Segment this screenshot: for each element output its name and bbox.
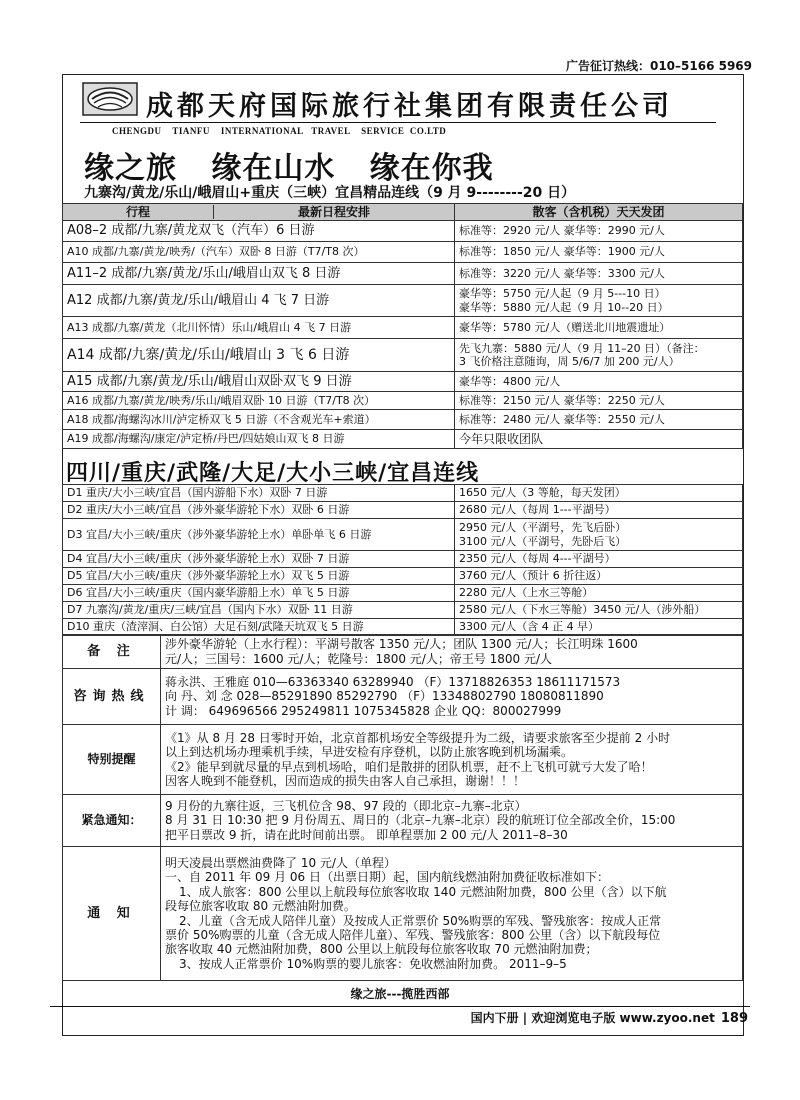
price-line: 豪华等：5880 元/人起（9 月 10--20 日）	[459, 300, 669, 314]
table-row	[63, 519, 743, 551]
remarks-row	[63, 635, 743, 669]
header-schedule: 最新日程安排	[297, 204, 370, 219]
price-line: 3100 元/人（平湖号，先卧后飞）	[459, 534, 627, 548]
price-line: 豪华等：4800 元/人	[459, 374, 561, 388]
table-header-row	[63, 204, 743, 221]
table-row	[63, 392, 743, 410]
header-route: 行程	[63, 205, 214, 219]
table-row	[63, 485, 743, 502]
special-label: 特别提醒	[63, 725, 161, 795]
urgent-line: 8 月 31 日 10:30 把 9 月份周五、周日的（北京–九寨–北京）段的航班订位全部改全价，15:00	[165, 813, 676, 828]
section-title: 四川/重庆/武隆/大足/大小三峡/宜昌连线	[66, 461, 480, 486]
price-line: 先飞九寨：5880 元/人（9 月 11–20 日）（备注：	[459, 341, 705, 355]
notice-line: 一、自 2011 年 09 月 06 日（出票日期）起，国内航线燃油附加费征收标准如下：	[165, 870, 609, 885]
notice-line: 2、儿童（含无成人陪伴儿童）及按成人正常票价 50%购票的军残、警残旅客：按成人正常	[179, 913, 662, 928]
price-line: 标准等：2150 元/人 豪华等：2250 元/人	[459, 393, 665, 407]
company-logo-icon	[82, 82, 138, 116]
route-cell: D5 宜昌/大小三峡/重庆（涉外豪华游轮上水）双飞 5 日游	[63, 568, 455, 585]
route-cell: A15 成都/九寨/黄龙/乐山/峨眉山双卧双飞 9 日游	[63, 372, 455, 392]
price-line: 3 飞价格注意随询，周 5/6/7 加 200 元/人）	[459, 355, 680, 368]
table-row	[63, 242, 743, 263]
hotline-line: 蒋永洪、王雅庭 010—63363340 63289940 （F）13718826353 18611171573	[165, 674, 621, 689]
price-line: 2280 元/人（上水三等舱）	[455, 585, 743, 602]
company-name: 成都天府国际旅行社集团有限责任公司	[146, 91, 673, 122]
special-row	[63, 725, 743, 795]
price-line: 2580 元/人（下水三等舱）3450 元/人（涉外船）	[455, 602, 743, 619]
route-cell: A13 成都/九寨/黄龙（北川怀情）乐山/峨眉山 4 飞 7 日游	[63, 317, 455, 339]
route-cell: D2 重庆/大小三峡/宜昌（涉外豪华游轮下水）双卧 6 日游	[63, 502, 455, 519]
price-line: 标准等：1850 元/人 豪华等：1900 元/人	[459, 245, 665, 259]
table-row	[63, 410, 743, 430]
notice-line: 3、按成人正常票价 10%购票的婴儿旅客：免收燃油附加费。 2011–9–5	[179, 956, 567, 971]
remarks-label: 备 注	[63, 635, 161, 669]
divider	[80, 122, 716, 123]
route-cell: D10 重庆（渣滓洞、白公馆）大足石刻/武隆天坑双飞 5 日游	[63, 619, 455, 636]
hotline-label: 咨询热线	[63, 669, 161, 725]
route-cell: A12 成都/九寨/黄龙/乐山/峨眉山 4 飞 7 日游	[63, 285, 455, 317]
notice-line: 旅客收取 40 元燃油附加费，800 公里以上航段每位旅客收取 70 元燃油附加费；	[165, 942, 598, 957]
notice-line: 1、成人旅客：800 公里以上航段每位旅客收取 140 元燃油附加费，800 公里（含）以下航	[179, 884, 667, 899]
table-row	[63, 263, 743, 285]
table-row	[63, 602, 743, 619]
urgent-line: 把平日票改 9 折，请在此时间前出票。 即单程票加 2 00 元/人 2011–8–30	[165, 827, 568, 842]
footer-text: 国内下册 | 欢迎浏览电子版 www.zyoo.net	[470, 1011, 715, 1025]
special-line: 《2》能早到就尽量的早点到机场哈，咱们是散拼的团队机票，赶不上飞机可就亏大发了哈！	[165, 759, 653, 774]
price-line: 2680 元/人（每周 1---平湖号）	[455, 502, 743, 519]
table-row	[63, 502, 743, 519]
company-name-en: CHENGDU TIANFU INTERNATIONAL TRAVEL SERVICE CO.LTD	[112, 126, 447, 136]
special-line: 因客人晚到不能登机，因而造成的损失由客人自己承担，谢谢！！！	[165, 773, 526, 788]
route-cell: A16 成都/九寨/黄龙/映秀/乐山/峨眉双卧 10 日游（T7/T8 次）	[63, 392, 455, 410]
table-row	[63, 568, 743, 585]
ad-hotline: 广告征订热线：010–5166 5969	[565, 59, 752, 73]
urgent-row	[63, 795, 743, 847]
route-cell: A08–2 成都/九寨/黄龙双飞（汽车）6 日游	[63, 221, 455, 242]
header-price: 散客（含机税）天天发团	[455, 204, 743, 221]
route-cell: D3 宜昌/大小三峡/重庆（涉外豪华游轮上水）单卧单飞 6 日游	[63, 519, 455, 551]
price-line: 2350 元/人（每周 4---平湖号）	[455, 551, 743, 568]
price-line: 豪华等：5750 元/人起（9 月 5---10 日）	[459, 287, 666, 301]
table-row	[63, 285, 743, 317]
price-line: 3300 元/人（含 4 正 4 早）	[455, 619, 743, 636]
urgent-line: 9 月份的九寨往返，三飞机位含 98、97 段的（即北京–九寨–北京）	[165, 798, 527, 813]
price-line: 1650 元/人（3 等舱，每天发团）	[455, 485, 743, 502]
tour-table-b	[62, 484, 743, 636]
price-line: 2950 元/人（平湖号，先飞后卧）	[459, 521, 627, 535]
route-cell: A18 成都/海螺沟冰川/泸定桥双飞 5 日游（不含观光车+索道）	[63, 410, 455, 430]
hotline-line: 计 调： 649696566 295249811 1075345828 企业 QQ：800027999	[165, 703, 562, 718]
table-row	[63, 221, 743, 242]
remarks-line: 涉外豪华游轮（上水行程）：平湖号散客 1350 元/人；团队 1300 元/人；长江明珠 1600	[165, 637, 638, 652]
route-cell: A10 成都/九寨/黄龙/映秀/（汽车）双卧 8 日游（T7/T8 次）	[63, 242, 455, 263]
price-line: 标准等：2920 元/人 豪华等：2990 元/人	[459, 224, 665, 238]
price-line: 3760 元/人（预计 6 折往返）	[455, 568, 743, 585]
footer-slogan: 缘之旅---揽胜西部	[350, 987, 450, 1001]
route-subtitle: 九寨沟/黄龙/乐山/峨眉山+重庆（三峡）宜昌精品连线（9 月 9--------20 日）	[84, 185, 576, 201]
table-row	[63, 317, 743, 339]
price-line: 标准等：2480 元/人 豪华等：2550 元/人	[459, 412, 665, 426]
table-row	[63, 585, 743, 602]
notice-line: 票价 50%购票的儿童（含无成人陪伴儿童）、军残、警残旅客：800 公里（含）以下航段每位	[165, 927, 661, 942]
slogan-banner: 缘之旅 缘在山水 缘在你我	[84, 151, 494, 186]
table-row	[63, 551, 743, 568]
remarks-line: 元/人；三国号：1600 元/人；乾隆号：1800 元/人；帝王号 1800 元/人	[165, 651, 553, 666]
table-row	[63, 372, 743, 392]
table-row	[63, 619, 743, 636]
notice-line: 明天凌晨出票燃油费降了 10 元/人（单程）	[165, 855, 396, 870]
route-cell: A11–2 成都/九寨/黄龙/乐山/峨眉山双飞 8 日游	[63, 263, 455, 285]
urgent-label: 紧急通知：	[63, 795, 161, 847]
route-cell: D4 宜昌/大小三峡/重庆（涉外豪华游轮上水）双卧 7 日游	[63, 551, 455, 568]
special-line: 《1》从 8 月 28 日零时开始，北京首都机场安全等级提升为二级，请要求旅客至少提前 2 小时	[165, 730, 671, 745]
hotline-row	[63, 669, 743, 725]
special-line: 以上到达机场办理乘机手续，早进安检有序登机，以防止旅客晚到机场漏乘。	[165, 745, 574, 760]
price-line: 今年只限收团队	[459, 431, 544, 446]
price-line: 标准等：3220 元/人 豪华等：3300 元/人	[459, 266, 665, 280]
route-cell: A14 成都/九寨/黄龙/乐山/峨眉山 3 飞 6 日游	[63, 339, 455, 372]
route-cell: A19 成都/海螺沟/康定/泸定桥/丹巴/四姑娘山双飞 8 日游	[63, 430, 455, 449]
notice-row	[63, 847, 743, 981]
table-row	[63, 430, 743, 449]
hotline-line: 向 丹、刘 念 028—85291890 85292790 （F）13348802790 18080811890	[165, 689, 604, 704]
table-row	[63, 339, 743, 372]
price-line: 豪华等：5780 元/人（赠送北川地震遗址）	[459, 320, 671, 334]
route-cell: D6 宜昌/大小三峡/重庆（国内豪华游船上水）单飞 5 日游	[63, 585, 455, 602]
tour-table-a	[62, 203, 743, 449]
route-cell: D7 九寨沟/黄龙/重庆/三峡/宜昌（国内下水）双卧 11 日游	[63, 602, 455, 619]
route-cell: D1 重庆/大小三峡/宜昌（国内游船下水）双卧 7 日游	[63, 485, 455, 502]
page-number: 189	[720, 1011, 748, 1026]
divider	[50, 1006, 750, 1007]
info-table	[62, 634, 743, 981]
notice-line: 段每位旅客收取 80 元燃油附加费。	[165, 899, 356, 914]
notice-label: 通 知	[63, 847, 161, 981]
